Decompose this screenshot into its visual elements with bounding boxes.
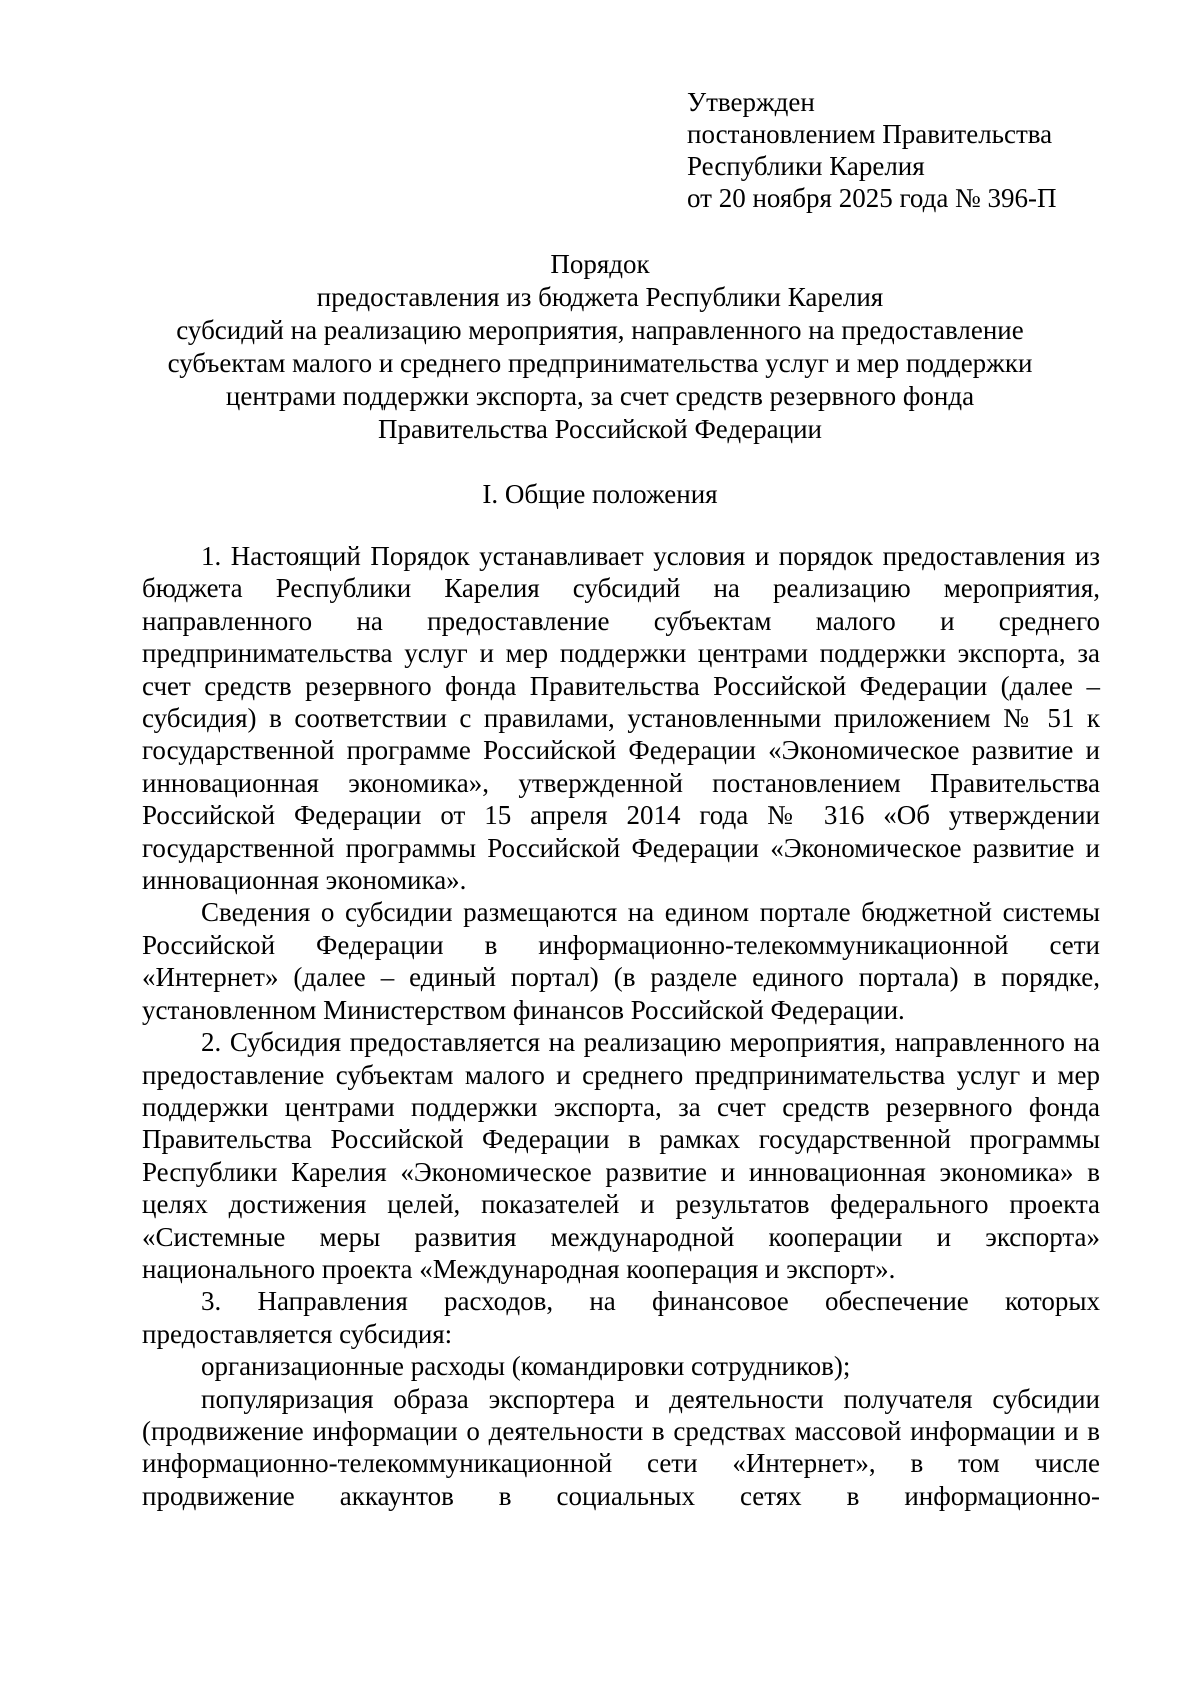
title-line: центрами поддержки экспорта, за счет средств резервного фонда: [225, 381, 975, 411]
paragraph: популяризация образа экспортера и деятельности получателя субсидии (продвижение информации о деятельности в средствах массовой информации и в информационно-телекоммуникационной сети «Интернет», в том числе продвижение аккаунтов в социальных сетях в информационно-: [142, 1383, 1100, 1511]
document-title: [100, 248, 1100, 446]
paragraph: 1. Настоящий Порядок устанавливает условия и порядок предоставления из бюджета Республики Карелия субсидий на реализацию мероприятия, направленного на предоставление субъектам малого и среднего предпринимательства услуг и мер поддержки центрами поддержки экспорта, за счет средств резервного фонда Правительства Российской Федерации (далее – субсидия) в соответствии с правилами, установленными приложением № 51 к государственной программе Российской Федерации «Экономическое развитие и инновационная экономика», утвержденной постановлением Правительства Российской Федерации от 15 апреля 2014 года № 316 «Об утверждении государственной программы Российской Федерации «Экономическое развитие и инновационная экономика».: [142, 541, 1100, 896]
paragraph: организационные расходы (командировки сотрудников);: [201, 1351, 851, 1382]
title-line: Порядок: [550, 249, 650, 279]
title-line: предоставления из бюджета Республики Карелия: [316, 282, 884, 312]
approval-date-line: от 20 ноября 2025 года № 396-П: [687, 183, 1057, 213]
paragraph: Сведения о субсидии размещаются на едином портале бюджетной системы Российской Федерации в информационно-телекоммуникационной сети «Интернет» (далее – единый портал) (в разделе единого портала) в порядке, установленном Министерством финансов Российской Федерации.: [142, 897, 1100, 1025]
section-heading: I. Общие положения: [482, 479, 718, 509]
approval-line: постановлением Правительства: [687, 119, 1053, 149]
approval-line: Республики Карелия: [687, 151, 925, 181]
title-line: субсидий на реализацию мероприятия, направленного на предоставление: [176, 315, 1024, 345]
paragraph: 3. Направления расходов, на финансовое обеспечение которых предоставляется субсидия:: [142, 1286, 1100, 1349]
approval-stamp: [687, 86, 1057, 214]
title-line: субъектам малого и среднего предпринимательства услуг и мер поддержки: [167, 348, 1033, 378]
document-body: [142, 540, 1100, 1512]
approval-line: Утвержден: [687, 87, 815, 117]
paragraph: 2. Субсидия предоставляется на реализацию мероприятия, направленного на предоставление субъектам малого и среднего предпринимательства услуг и мер поддержки центрами поддержки экспорта, за счет средств резервного фонда Правительства Российской Федерации в рамках государственной программы Республики Карелия «Экономическое развитие и инновационная экономика» в целях достижения целей, показателей и результатов федерального проекта «Системные меры развития международной кооперации и экспорта» национального проекта «Международная кооперация и экспорт».: [142, 1027, 1100, 1284]
title-line: Правительства Российской Федерации: [378, 414, 822, 444]
